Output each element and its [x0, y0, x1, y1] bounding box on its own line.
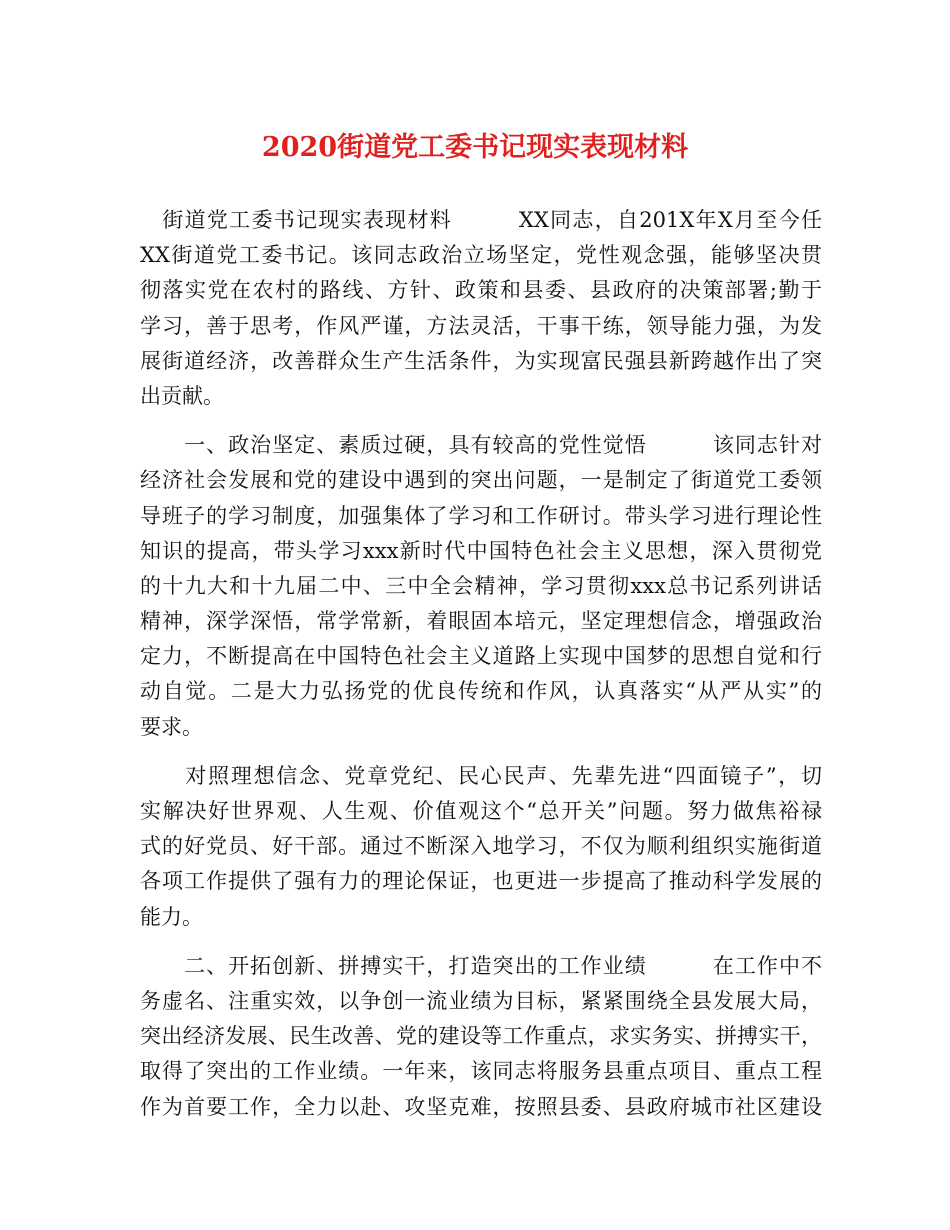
text-line: 能力。	[140, 904, 203, 929]
text-line: 精神，深学深悟，常学常新，着眼固本培元，坚定理想信念，增强政治	[140, 609, 822, 634]
text-line: 对照理想信念、党章党纪、民心民声、先辈先进“四面镜子”，切	[140, 763, 822, 788]
text-line: 彻落实党在农村的路线、方针、政策和县委、县政府的决策部署;勤于	[140, 278, 822, 303]
text-line: 取得了突出的工作业绩。一年来，该同志将服务县重点项目、重点工程	[140, 1059, 822, 1084]
text-line: 经济社会发展和党的建设中遇到的突出问题，一是制定了街道党工委领	[140, 468, 822, 493]
text-line: 务虚名、注重实效，以争创一流业绩为目标，紧紧围绕全县发展大局，	[140, 988, 822, 1013]
text-line: 学习，善于思考，作风严谨，方法灵活，干事干练，领导能力强，为发	[140, 313, 822, 338]
text-line: 式的好党员、好干部。通过不断深入地学习，不仅为顺利组织实施街道	[140, 834, 822, 859]
text-line: XX街道党工委书记。该同志政治立场坚定，党性观念强，能够坚决贯	[140, 243, 822, 268]
text-line: 二、开拓创新、拼搏实干，打造突出的工作业绩 在工作中不	[140, 953, 822, 978]
text-line: 动自觉。二是大力弘扬党的优良传统和作风，认真落实“从严从实”的	[140, 679, 822, 704]
text-line: 知识的提高，带头学习xxx新时代中国特色社会主义思想，深入贯彻党	[140, 538, 822, 563]
text-line: 定力，不断提高在中国特色社会主义道路上实现中国梦的思想自觉和行	[140, 644, 822, 669]
document-body	[140, 203, 822, 1125]
text-line: 各项工作提供了强有力的理论保证，也更进一步提高了推动科学发展的	[140, 869, 822, 894]
document-title: 2020街道党工委书记现实表现材料	[261, 132, 689, 163]
text-line: 要求。	[140, 714, 203, 739]
text-line: 实解决好世界观、人生观、价值观这个“总开关”问题。努力做焦裕禄	[140, 799, 822, 823]
text-line: 的十九大和十九届二中、三中全会精神，学习贯彻xxx总书记系列讲话	[140, 573, 822, 598]
text-line: 出贡献。	[140, 383, 224, 408]
text-line: 展街道经济，改善群众生产生活条件，为实现富民强县新跨越作出了突	[140, 348, 822, 373]
text-line: 突出经济发展、民生改善、党的建设等工作重点，求实务实、拼搏实干，	[140, 1024, 822, 1049]
text-line: 街道党工委书记现实表现材料 XX同志，自201X年X月至今任	[140, 208, 822, 232]
text-line: 一、政治坚定、素质过硬，具有较高的党性觉悟 该同志针对	[140, 433, 822, 458]
text-line: 作为首要工作，全力以赴、攻坚克难，按照县委、县政府城市社区建设	[140, 1094, 822, 1119]
text-line: 导班子的学习制度，加强集体了学习和工作研讨。带头学习进行理论性	[140, 503, 822, 528]
